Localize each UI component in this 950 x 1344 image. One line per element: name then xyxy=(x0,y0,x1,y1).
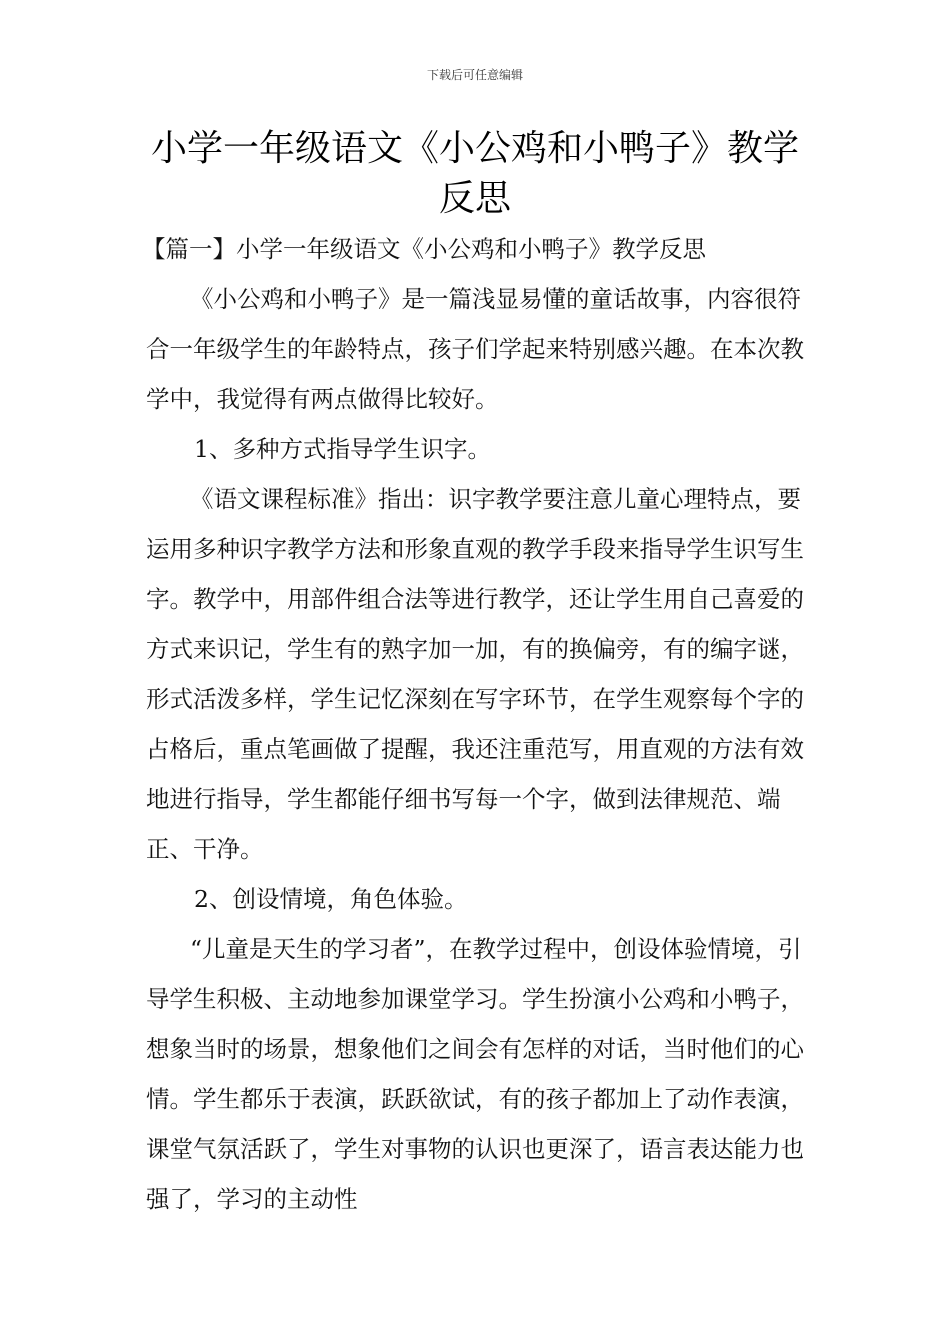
paragraph: “儿童是天生的学习者”，在教学过程中，创设体验情境，引导学生积极、主动地参加课堂学习。学生扮演小公鸡和小鸭子，想象当时的场景，想象他们之间会有怎样的对话，当时他们的心情。学生都乐于表演，跃跃欲试，有的孩子都加上了动作表演，课堂气氛活跃了，学生对事物的认识也更深了，语言表达能力也强了，学习的主动性 xyxy=(146,935,804,1213)
header-note: 下载后可任意编辑 xyxy=(426,68,523,82)
list-item-heading: 1、多种方式指导学生识字。 xyxy=(194,435,491,463)
paragraph: 《小公鸡和小鸭子》是一篇浅显易懂的童话故事，内容很符合一年级学生的年龄特点，孩子们学起来特别感兴趣。在本次教学中，我觉得有两点做得比较好。 xyxy=(146,285,804,413)
document-title: 小学一年级语文《小公鸡和小鸭子》教学反思 xyxy=(150,128,799,219)
list-item-heading: 2、创设情境，角色体验。 xyxy=(194,885,468,913)
section-heading: 【篇一】小学一年级语文《小公鸡和小鸭子》教学反思 xyxy=(142,235,706,263)
document-body xyxy=(142,224,808,1224)
paragraph: 《语文课程标准》指出：识字教学要注意儿童心理特点，要运用多种识字教学方法和形象直观的教学手段来指导学生识写生字。教学中，用部件组合法等进行教学，还让学生用自己喜爱的方式来识记，学生有的熟字加一加，有的换偏旁，有的编字谜，形式活泼多样，学生记忆深刻在写字环节，在学生观察每个字的占格后，重点笔画做了提醒，我还注重范写，用直观的方法有效地进行指导，学生都能仔细书写每一个字，做到法律规范、端正、干净。 xyxy=(146,485,804,863)
